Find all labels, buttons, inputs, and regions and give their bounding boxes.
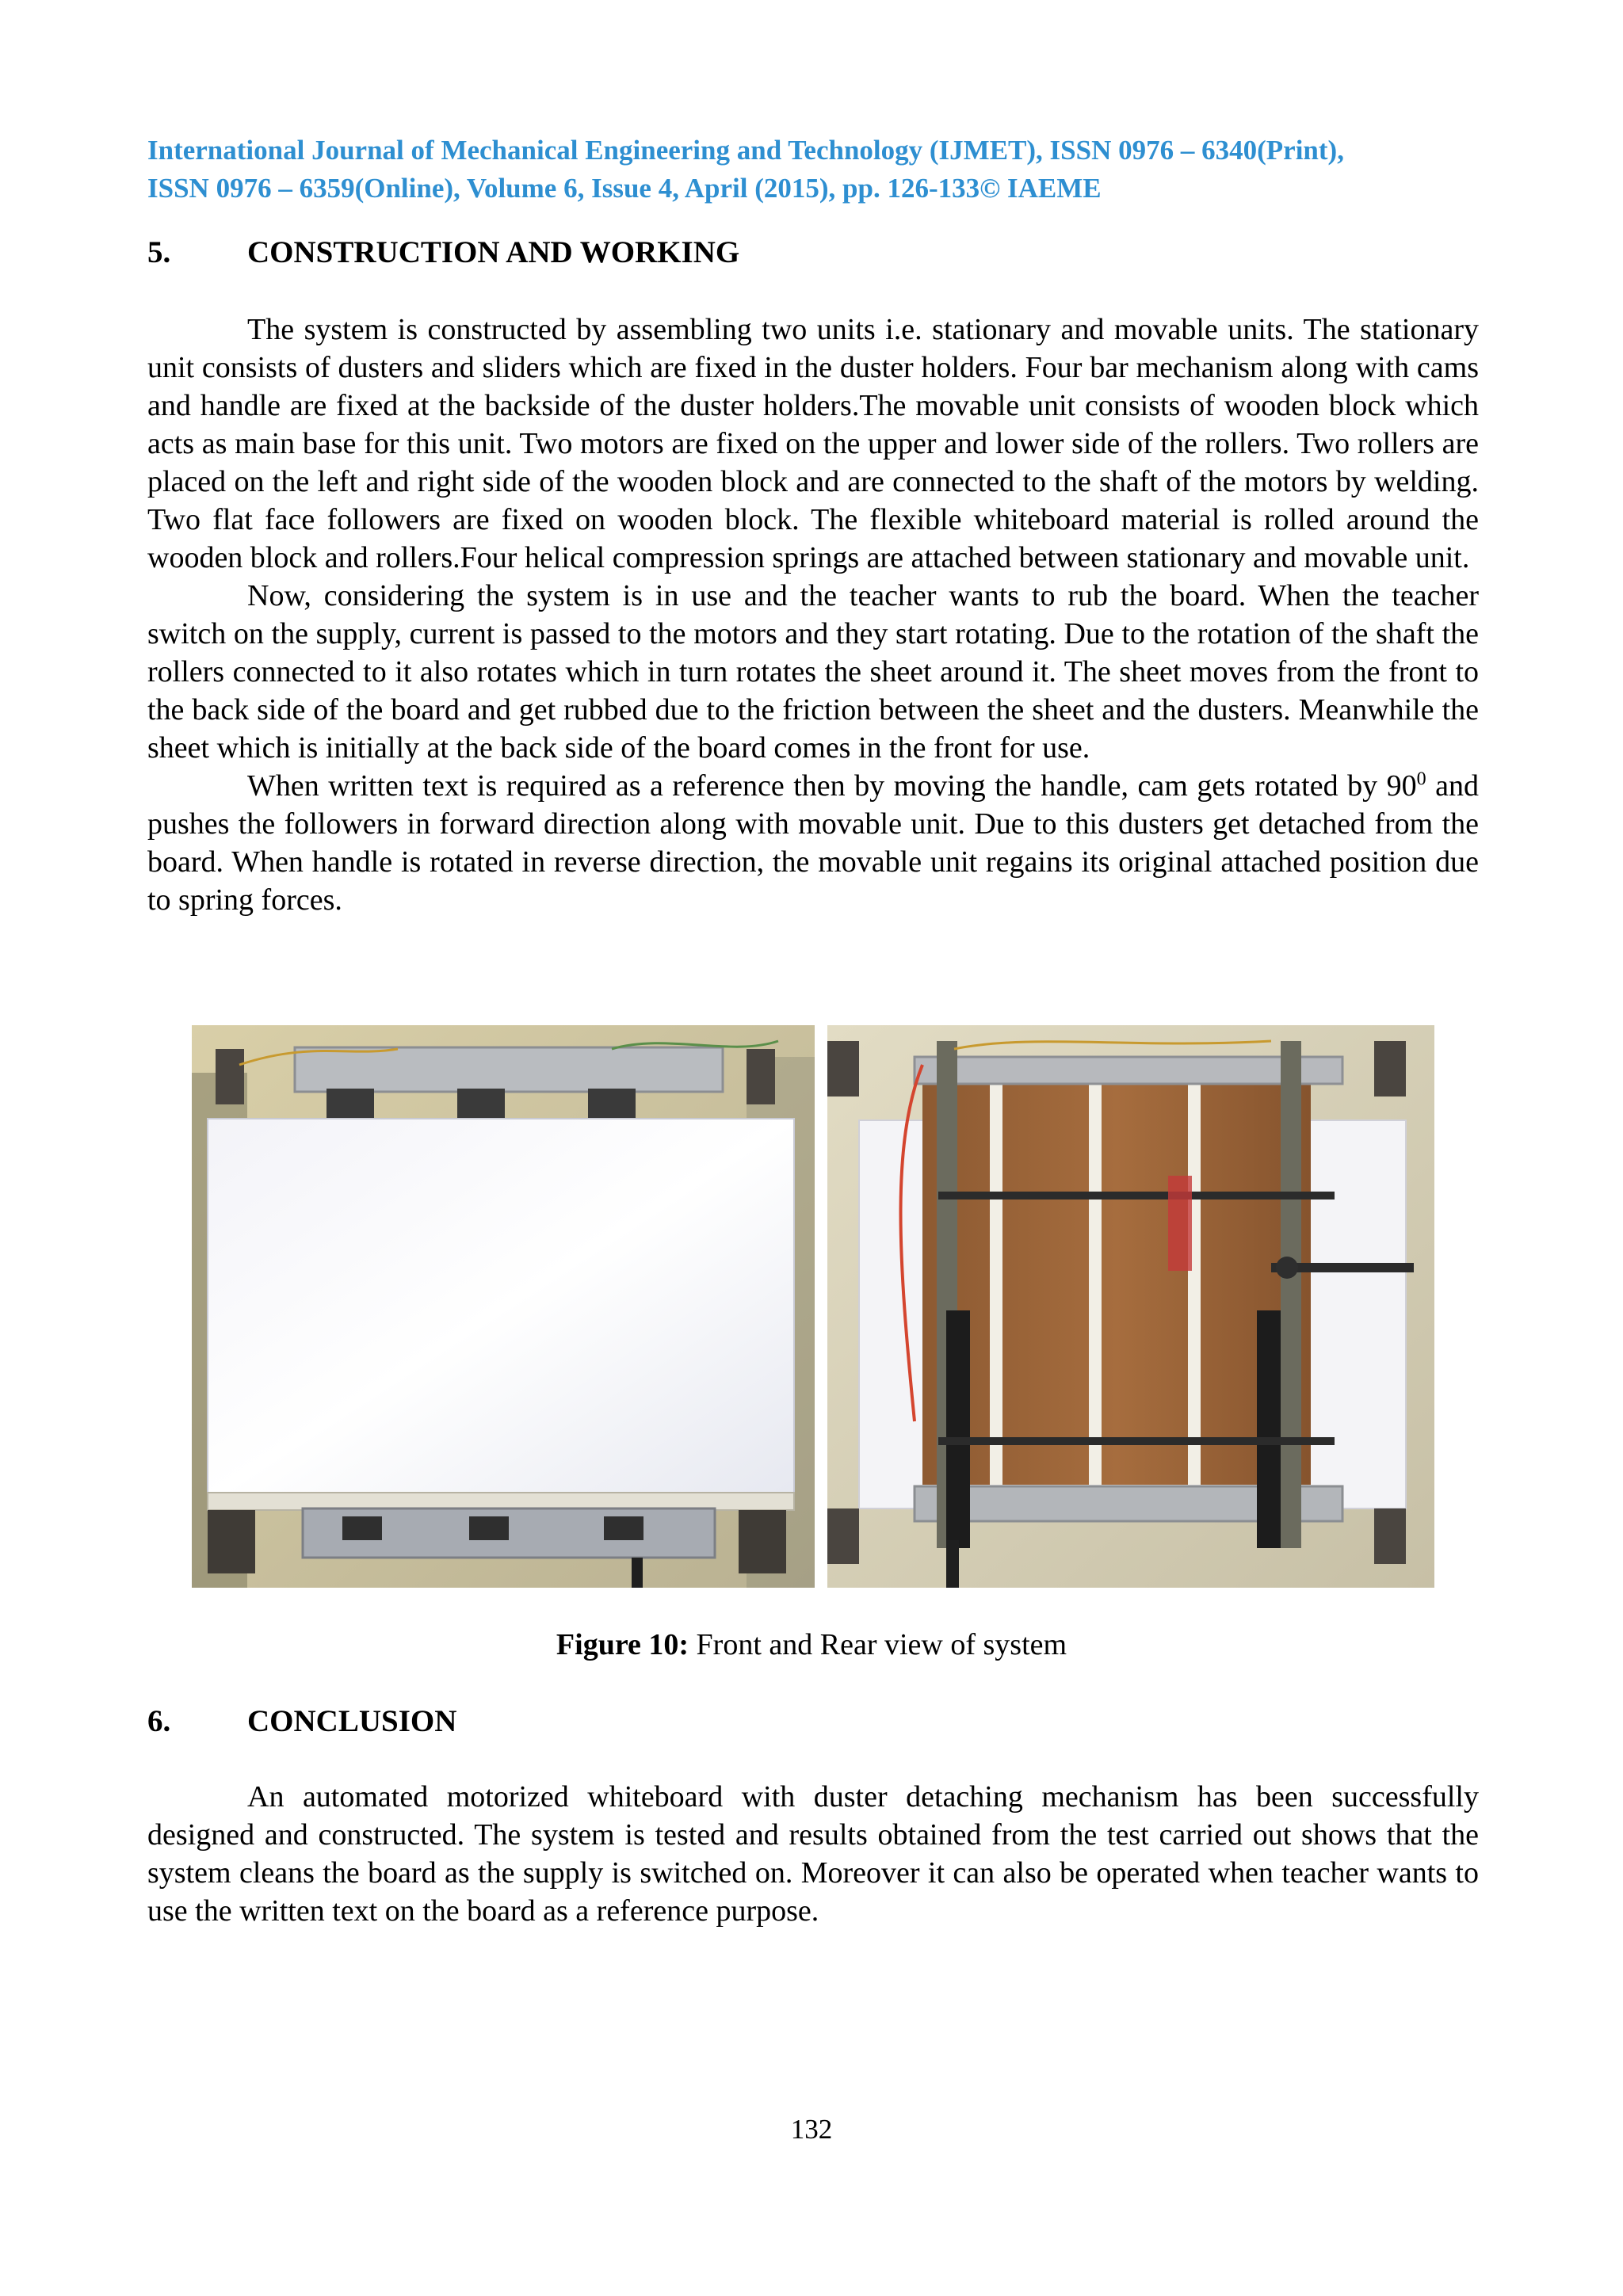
- section-5-paragraph-2: Now, considering the system is in use and the teacher wants to rub the board. When the teacher switch on the supply, current is passed to the motors and they start rotating. Due to the rotation of the shaft the rollers connected to it also rotates which in turn rotates the sheet around it. The sheet moves from the front to the back side of the board and get rubbed due to the friction between the sheet and the dusters. Meanwhile the sheet which is initially at the back side of the board comes in the front for use.: [147, 579, 1479, 765]
- journal-header-line-1: International Journal of Mechanical Engineering and Technology (IJMET), ISSN 0976 – 6340(Print),: [147, 135, 1344, 166]
- section-6-title: CONCLUSION: [247, 1704, 457, 1738]
- section-5-body: [147, 311, 1479, 919]
- section-5-heading: [147, 235, 739, 270]
- section-5-paragraph-3: When written text is required as a reference then by moving the handle, cam gets rotated by $90^0$ and pushes the followers in forward direction along with movable unit. Due to this dusters get detached from the board. When handle is rotated in reverse direction, the movable unit regains its original attached position due to spring forces.: [147, 769, 1479, 917]
- section-5-paragraph-1: The system is constructed by assembling two units i.e. stationary and movable units. The stationary unit consists of dusters and sliders which are fixed in the duster holders. Four bar mechanism along with cams and handle are fixed at the backside of the duster holders.The movable unit consists of wooden block which acts as main base for this unit. Two motors are fixed on the upper and lower side of the rollers. Two rollers are placed on the left and right side of the wooden block and are connected to the shaft of the motors by welding. Two flat face followers are fixed on wooden block. The flexible whiteboard material is rolled around the wooden block and rollers.Four helical compression springs are attached between stationary and movable unit.: [147, 313, 1479, 574]
- journal-header: [147, 132, 1479, 208]
- page-number: 132: [790, 2114, 833, 2145]
- figure-caption: [0, 1627, 1623, 1662]
- section-5-number: 5.: [147, 235, 171, 269]
- section-6-paragraph-1: An automated motorized whiteboard with duster detaching mechanism has been successfully designed and constructed. The system is tested and results obtained from the test carried out shows that the system cleans the board as the supply is switched on. Moreover it can also be operated when teacher wants to use the written text on the board as a reference purpose.: [147, 1780, 1479, 1928]
- section-6-number: 6.: [147, 1704, 171, 1738]
- front-view-photo: [192, 1025, 815, 1588]
- section-6-heading: [147, 1703, 456, 1739]
- figure-label: Figure 10:: [556, 1628, 689, 1661]
- journal-header-line-2: ISSN 0976 – 6359(Online), Volume 6, Issue 4, April (2015), pp. 126-133© IAEME: [147, 173, 1102, 204]
- figure-caption-text: Front and Rear view of system: [696, 1628, 1067, 1661]
- rear-view-photo: [827, 1025, 1434, 1588]
- section-6-body: [147, 1778, 1479, 1930]
- section-5-title: CONSTRUCTION AND WORKING: [247, 235, 740, 269]
